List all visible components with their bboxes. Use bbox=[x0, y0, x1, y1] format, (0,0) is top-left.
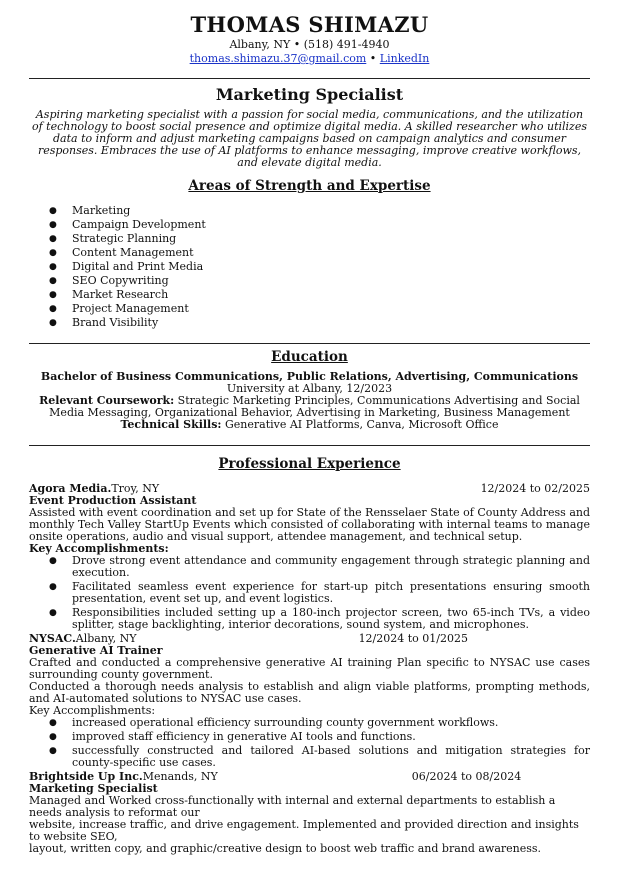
accomplishment-item: ● improved staff efficiency in generative AI tools and functions. bbox=[49, 731, 590, 743]
strength-item: ● SEO Copywriting bbox=[49, 274, 590, 288]
strength-item: ● Marketing bbox=[49, 204, 590, 218]
job-role: Marketing Specialist bbox=[29, 782, 158, 795]
accomplishment-item: ● increased operational efficiency surrounding county government workflows. bbox=[49, 717, 590, 729]
strength-item: ● Market Research bbox=[49, 288, 590, 302]
resume-header bbox=[29, 12, 590, 66]
strength-item: ● Strategic Planning bbox=[49, 232, 590, 246]
job-description: Crafted and conducted a comprehensive generative AI training Plan specific to NYSAC use cases surrounding county government. bbox=[29, 656, 590, 681]
degree-name: Bachelor of Business Communications, Public Relations, Advertising, Communications bbox=[40, 370, 579, 383]
experience-list bbox=[29, 483, 590, 855]
job-dates: 12/2024 to 01/2025 bbox=[358, 632, 468, 645]
job-title: Marketing Specialist bbox=[215, 85, 404, 104]
linkedin-link[interactable]: LinkedIn bbox=[379, 52, 430, 65]
job-description: Assisted with event coordination and set up for State of the Rensselaer State of County Address and monthly Tech Valley StartUp Events which consisted of collaborating with internal teams to manage onsite operations, audio and visual support, attendee management, and technical setup. bbox=[29, 506, 590, 543]
accomplishments-list bbox=[29, 717, 590, 769]
job-entry bbox=[29, 633, 590, 769]
technical-skills-label: Technical Skills: bbox=[120, 418, 222, 431]
strength-item: ● Campaign Development bbox=[49, 218, 590, 232]
company-name: Brightside Up Inc. bbox=[29, 770, 143, 783]
job-role: Generative AI Trainer bbox=[29, 644, 163, 657]
accomplishments-label: Key Accomplishments: bbox=[29, 542, 169, 555]
coursework-text: Strategic Marketing Principles, Communications Advertising and Social Media Messaging, Organizational Behavior, Advertising in Marketing, Business Management bbox=[49, 394, 580, 419]
technical-skills-text: Generative AI Platforms, Canva, Microsoft Office bbox=[221, 418, 499, 431]
email-link[interactable]: thomas.shimazu.37@gmail.com bbox=[189, 52, 367, 65]
job-description-line: website, increase traffic, and drive engagement. Implemented and provided direction and insights to website SEO, bbox=[29, 818, 579, 843]
company-location: Troy, NY bbox=[111, 482, 160, 495]
accomplishments-label: Key Accomplishments: bbox=[29, 704, 156, 717]
strength-item: ● Content Management bbox=[49, 246, 590, 260]
company-location: Albany, NY bbox=[75, 632, 137, 645]
section-divider bbox=[29, 445, 590, 446]
job-dates: 12/2024 to 02/2025 bbox=[480, 482, 590, 495]
job-role: Event Production Assistant bbox=[29, 494, 197, 507]
accomplishment-item: ● Facilitated seamless event experience for start-up pitch presentations ensuring smooth presentation, event set up, and event logistics. bbox=[49, 581, 590, 605]
professional-summary: Aspiring marketing specialist with a passion for social media, communications, and the utilization of technology to boost social presence and optimize digital media. A skilled researcher who utilizes data to inform and adjust marketing campaigns based on campaign analytics and consumer responses. Embraces the use of AI platforms to enhance messaging, improve creative workflows, and elevate digital media. bbox=[31, 108, 588, 169]
strength-item: ● Digital and Print Media bbox=[49, 260, 590, 274]
job-entry bbox=[29, 483, 590, 631]
job-description-line: layout, written copy, and graphic/creative design to boost web traffic and brand awareness. bbox=[29, 842, 542, 855]
accomplishment-item: ● Responsibilities included setting up a 180-inch projector screen, two 65-inch TVs, a video splitter, stage backlighting, interior decorations, sound system, and microphones. bbox=[49, 607, 590, 631]
education-heading: Education bbox=[271, 349, 348, 365]
company-name: NYSAC. bbox=[29, 632, 76, 645]
technical-skills-line bbox=[29, 419, 590, 431]
school-info: University at Albany, 12/2023 bbox=[226, 382, 393, 395]
accomplishments-list bbox=[29, 555, 590, 631]
strengths-list bbox=[29, 204, 590, 330]
coursework-label: Relevant Coursework: bbox=[39, 394, 175, 407]
candidate-name: THOMAS SHIMAZU bbox=[190, 12, 429, 37]
job-description: Conducted a thorough needs analysis to establish and align viable platforms, prompting methods, and AI-automated solutions to NYSAC use cases. bbox=[29, 680, 590, 705]
job-dates: 06/2024 to 08/2024 bbox=[411, 770, 522, 783]
education-block bbox=[29, 371, 590, 431]
accomplishment-item: ● Drove strong event attendance and community engagement through strategic planning and execution. bbox=[49, 555, 590, 579]
contact-separator: • bbox=[366, 52, 380, 65]
coursework-line bbox=[29, 395, 590, 419]
section-divider bbox=[29, 343, 590, 344]
section-divider bbox=[29, 78, 590, 79]
degree-line bbox=[29, 371, 590, 395]
company-name: Agora Media. bbox=[29, 482, 112, 495]
accomplishment-item: ● successfully constructed and tailored AI-based solutions and mitigation strategies for county-specific use cases. bbox=[49, 745, 590, 769]
strength-item: ● Brand Visibility bbox=[49, 316, 590, 330]
job-description-line: Managed and Worked cross-functionally with internal and external departments to establish a needs analysis to reformat our bbox=[29, 794, 556, 819]
experience-heading: Professional Experience bbox=[218, 456, 401, 472]
contact-links bbox=[29, 52, 590, 66]
strengths-heading: Areas of Strength and Expertise bbox=[188, 178, 431, 194]
job-entry bbox=[29, 771, 590, 855]
contact-line: Albany, NY • (518) 491-4940 bbox=[229, 38, 390, 51]
strength-item: ● Project Management bbox=[49, 302, 590, 316]
company-location: Menands, NY bbox=[142, 770, 218, 783]
